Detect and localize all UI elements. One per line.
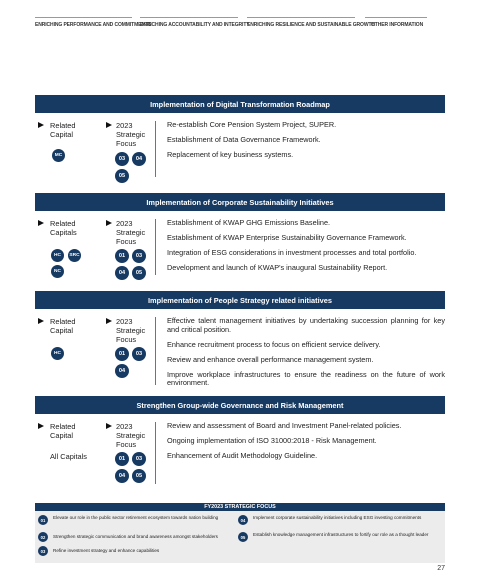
initiative-item: Replacement of key business systems. [167,149,294,159]
strategic-focus-text: Strengthen strategic communication and brand awareness amongst stakeholders [53,534,218,539]
initiatives-list [167,422,445,467]
section-governance-risk [35,396,445,491]
capital-badge-nc: NC [51,265,64,278]
strategic-focus-panel-title: FY2023 STRATEGIC FOCUS [35,503,445,511]
strategic-focus-item [38,532,253,542]
focus-badge: 04 [132,152,146,166]
strategic-focus-label: 2023 Strategic Focus [116,219,146,247]
section-title: Implementation of Digital Transformation Roadmap [35,95,445,113]
initiative-item: Improve workplace infrastructures to ensure the readiness on the future of work environment. [167,369,445,388]
arrow-icon [38,122,44,128]
section-corporate-sustainability [35,193,445,285]
strategic-focus-number: 02 [38,532,48,542]
focus-badge: 01 [115,347,129,361]
capital-badge-mc: MC [52,149,65,162]
section-title: Strengthen Group-wide Governance and Risk Management [35,396,445,414]
section-people-strategy [35,291,445,393]
strategic-focus-text: Refine investment strategy and enhance capabilities [53,548,160,553]
focus-badge: 01 [115,452,129,466]
strategic-focus-number: 04 [238,515,248,525]
nav-accountability[interactable]: ENRICHING ACCOUNTABILITY AND INTEGRITY [140,17,238,28]
initiative-item: Establishment of KWAP Enterprise Sustainability Governance Framework. [167,232,407,242]
initiative-item: Enhancement of Audit Methodology Guideline. [167,450,318,460]
arrow-icon [106,423,112,429]
initiative-item: Re-establish Core Pension System Project, SUPER. [167,120,337,129]
divider [155,219,156,275]
focus-badge: 05 [132,469,146,483]
initiative-item: Ongoing implementation of ISO 31000:2018 - Risk Management. [167,435,377,445]
related-capital-label: Related Capital [50,422,76,441]
arrow-icon [38,318,44,324]
strategic-focus-item [238,532,441,542]
focus-badge: 05 [115,169,129,183]
initiative-item: Establishment of Data Governance Framework. [167,134,321,144]
initiatives-list [167,219,445,279]
nav-performance[interactable]: ENRICHING PERFORMANCE AND COMMITMENTS [35,17,132,28]
initiative-item: Establishment of KWAP GHG Emissions Baseline. [167,218,331,227]
strategic-focus-text: Elevate our role in the public sector retirement ecosystem towards nation building [53,515,219,520]
strategic-focus-number: 03 [38,546,48,556]
strategic-focus-text: Implement corporate sustainability initiatives including ESG investing commitments [253,515,422,520]
initiative-item: Effective talent management initiatives by undertaking succession planning for key and critical position. [167,316,445,334]
strategic-focus-item [238,515,438,525]
initiatives-list [167,317,445,394]
initiative-item: Enhance recruitment process to focus on efficient service delivery. [167,339,381,349]
capital-badge-hc: HC [51,249,64,262]
initiative-item: Review and enhance overall performance management system. [167,354,374,364]
focus-badge: 01 [115,249,129,263]
related-capital-label: Related Capital [50,121,76,140]
arrow-icon [38,423,44,429]
focus-badge: 03 [132,347,146,361]
related-capital-label: Related Capitals [50,219,77,238]
initiative-item: Review and assessment of Board and Investment Panel-related policies. [167,421,402,430]
arrow-icon [38,220,44,226]
top-navigation [35,0,445,30]
section-digital-transformation [35,95,445,187]
page-number: 27 [437,565,445,572]
nav-other-information[interactable]: OTHER INFORMATION [365,17,427,28]
capital-badge-src: SRC [68,249,81,262]
strategic-focus-item [38,546,238,556]
strategic-focus-number: 05 [238,532,248,542]
divider [155,422,156,484]
focus-badge: 04 [115,266,129,280]
strategic-focus-panel [35,503,445,563]
initiative-item: Integration of ESG considerations in investment processes and total portfolio. [167,247,417,257]
focus-badge: 03 [132,452,146,466]
focus-badge: 03 [132,249,146,263]
focus-badge: 04 [115,364,129,378]
divider [155,121,156,177]
focus-badge: 05 [132,266,146,280]
strategic-focus-label: 2023 Strategic Focus [116,422,146,450]
strategic-focus-number: 01 [38,515,48,525]
arrow-icon [106,318,112,324]
section-title: Implementation of People Strategy related initiatives [35,291,445,309]
strategic-focus-item [38,515,238,525]
capital-badge-hc: HC [51,347,64,360]
strategic-focus-label: 2023 Strategic Focus [116,317,146,345]
nav-resilience[interactable]: ENRICHING RESILIENCE AND SUSTAINABLE GROWTH [247,17,355,28]
focus-badge: 04 [115,469,129,483]
strategic-focus-text: Establish knowledge management infrastructures to fortify our role as a thought leader [253,532,429,537]
arrow-icon [106,122,112,128]
all-capitals-text: All Capitals [50,452,87,461]
initiative-item: Development and launch of KWAP's inaugural Sustainability Report. [167,262,388,272]
focus-badge: 03 [115,152,129,166]
arrow-icon [106,220,112,226]
initiatives-list [167,121,445,166]
related-capital-label: Related Capital [50,317,76,336]
strategic-focus-label: 2023 Strategic Focus [116,121,146,149]
section-title: Implementation of Corporate Sustainability Initiatives [35,193,445,211]
divider [155,317,156,385]
